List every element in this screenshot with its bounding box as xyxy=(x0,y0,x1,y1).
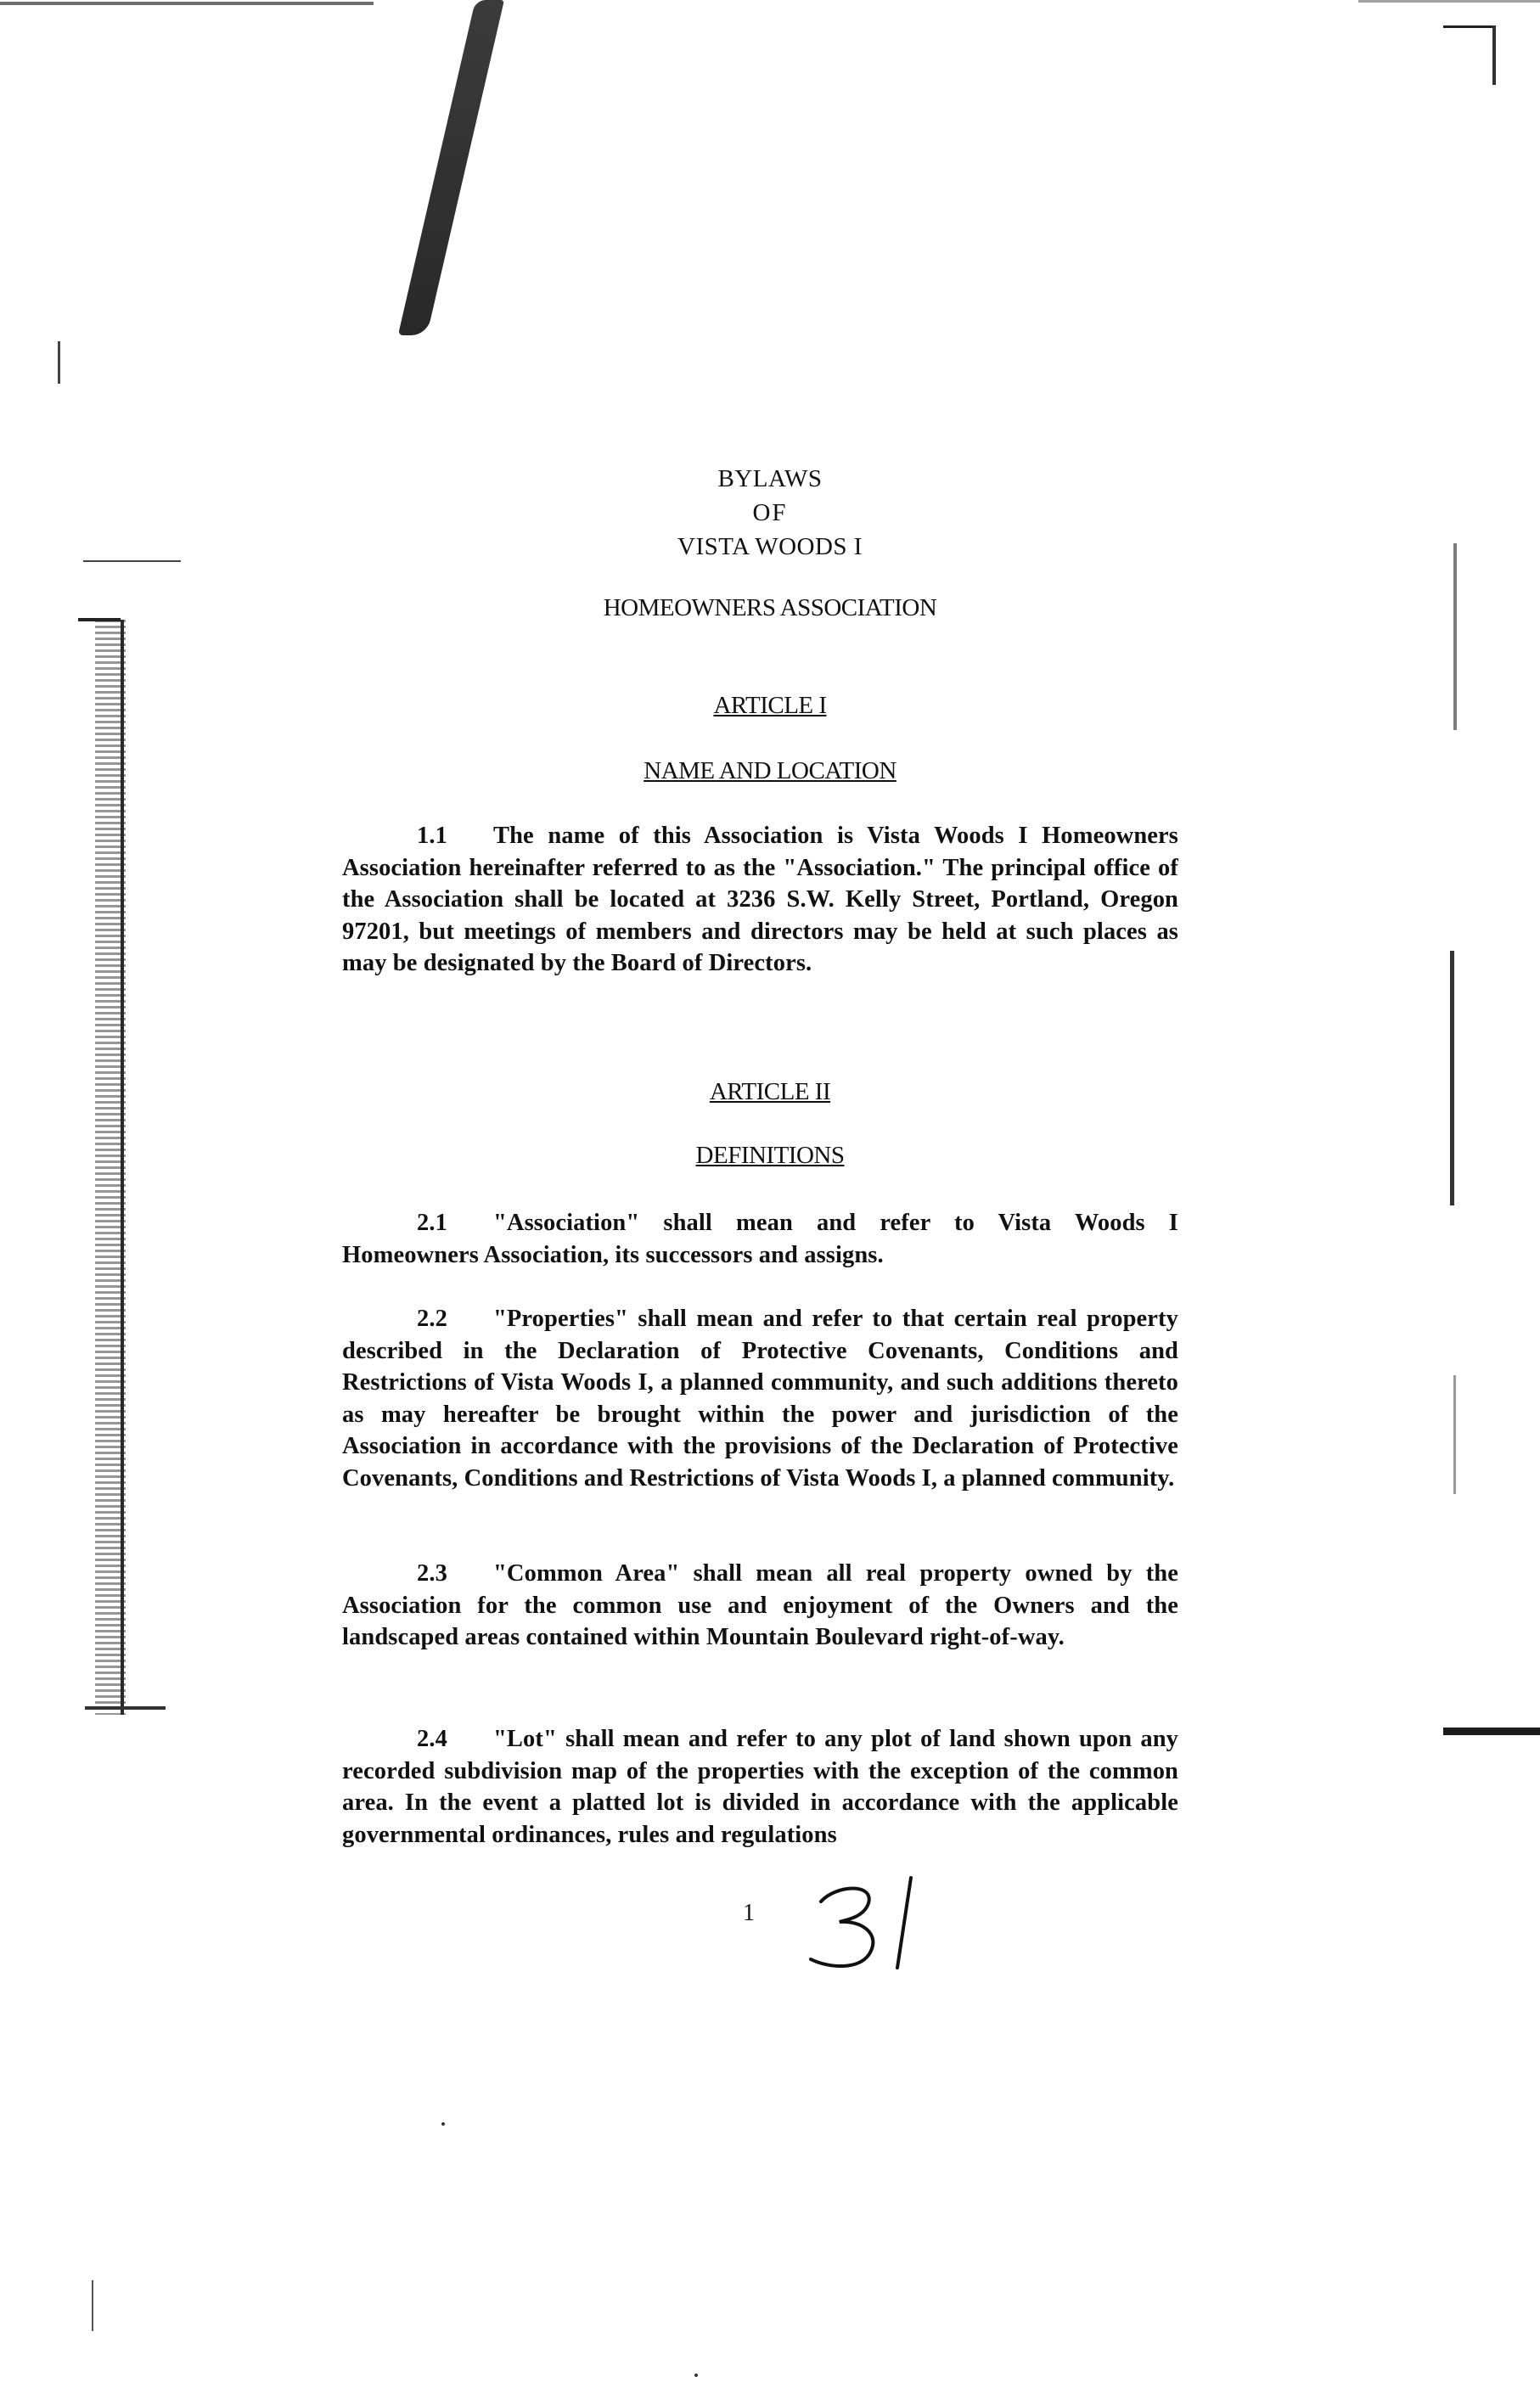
scan-edge-mark-top-right-vertical xyxy=(1492,25,1496,85)
section-2-4 xyxy=(342,1723,1178,1851)
scan-edge-mark-left-3 xyxy=(92,2280,93,2331)
section-text: The name of this Association is Vista Woods I Homeowners Association hereinafter referred to as the "Association." The principal office of the Association shall be located at 3236 S.W. Kelly Street, Portland, Oregon 97201, but meetings of members and directors may be held at such places as may be designated by the Board of Directors. xyxy=(342,823,1178,976)
section-number: 2.1 xyxy=(417,1210,447,1236)
article-2-heading: ARTICLE II xyxy=(709,1078,831,1105)
document-title-line-1: BYLAWS xyxy=(717,465,823,492)
scan-edge-bar-right xyxy=(1443,1728,1540,1735)
scan-speck xyxy=(441,2122,445,2126)
section-2-2 xyxy=(342,1303,1178,1494)
section-text: "Properties" shall mean and refer to that certain real property described in the Declaration of Protective Covenants, Conditions and Restrictions of Vista Woods I, a planned community, and such additions thereto as may hereafter be brought within the power and jurisdiction of the Association in accordance with the provisions of the Declaration of Protective Covenants, Conditions and Restrictions of Vista Woods I, a planned community. xyxy=(342,1306,1178,1492)
section-number: 1.1 xyxy=(417,823,447,849)
section-number: 2.4 xyxy=(417,1726,447,1752)
section-text: "Lot" shall mean and refer to any plot of land shown upon any recorded subdivision map of the properties with the exception of the common area. In the event a platted lot is divided in accordance with the applicable governmental ordinances, rules and regulations xyxy=(342,1726,1178,1848)
section-text: "Common Area" shall mean all real property owned by the Association for the common use and enjoyment of the Owners and the landscaped areas contained within Mountain Boulevard right-of-way. xyxy=(342,1560,1178,1650)
handwritten-31-drawing xyxy=(802,1868,955,1978)
article-1-heading: ARTICLE I xyxy=(713,692,827,719)
scan-edge-mark-right-3 xyxy=(1453,1375,1456,1494)
section-2-1 xyxy=(342,1207,1178,1271)
scan-edge-dash-top xyxy=(1358,0,1540,3)
scan-smudge-mark xyxy=(398,0,504,335)
section-1-1 xyxy=(342,820,1178,980)
handwritten-page-number xyxy=(802,1868,955,1978)
section-number: 2.3 xyxy=(417,1560,447,1587)
scan-binding-cap-bottom xyxy=(85,1706,166,1710)
document-title-line-2: OF xyxy=(752,499,788,526)
page-number: 1 xyxy=(743,1900,755,1926)
article-1-subheading: NAME AND LOCATION xyxy=(644,757,896,784)
section-number: 2.2 xyxy=(417,1306,447,1332)
scan-speck xyxy=(694,2374,698,2377)
scan-edge-mark-left-1 xyxy=(58,341,60,384)
scan-edge-line-top xyxy=(0,2,374,5)
document-title-line-3: VISTA WOODS I xyxy=(677,533,863,560)
scan-edge-mark-top-right xyxy=(1443,25,1496,28)
section-text: "Association" shall mean and refer to Vista Woods I Homeowners Association, its successors and assigns. xyxy=(342,1210,1178,1268)
article-2-subheading: DEFINITIONS xyxy=(695,1142,845,1169)
document-title-line-4: HOMEOWNERS ASSOCIATION xyxy=(603,594,937,621)
section-2-3 xyxy=(342,1558,1178,1654)
